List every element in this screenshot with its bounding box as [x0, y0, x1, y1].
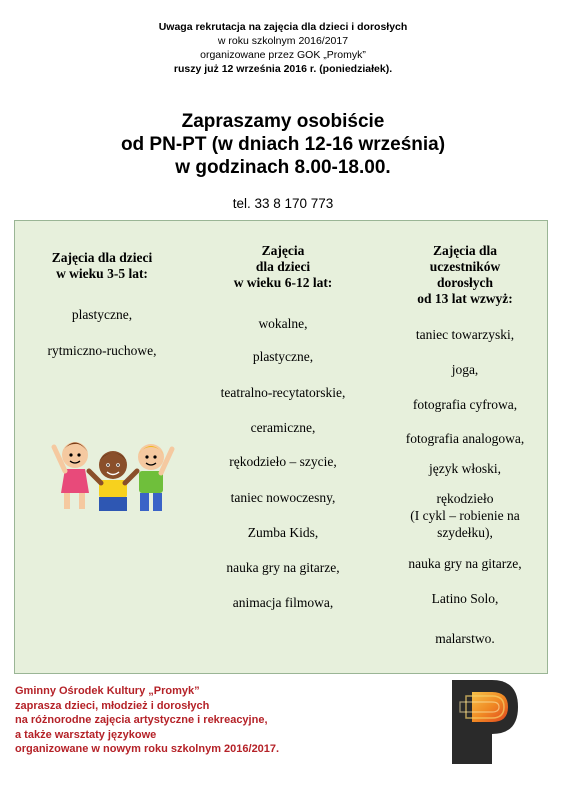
column-title-line: Zajęcia dla dzieci	[51, 250, 153, 265]
column-title-line: w wieku 3-5 lat:	[56, 266, 148, 281]
promyk-logo	[452, 680, 518, 764]
list-item: Latino Solo,	[431, 591, 499, 606]
list-item: (I cykl – robienie na	[410, 508, 520, 523]
header-line-4: ruszy już 12 września 2016 r. (poniedziałek).	[173, 63, 393, 75]
column-kids-3-5	[22, 250, 182, 380]
list-item: szydełku),	[437, 525, 493, 540]
column-title-line: dorosłych	[436, 275, 493, 290]
column-title	[22, 250, 182, 282]
list-item: nauka gry na gitarze,	[408, 556, 522, 571]
invite-line-2: od PN-PT (w dniach 12-16 września)	[120, 134, 446, 155]
list-item: nauka gry na gitarze,	[226, 560, 340, 575]
list-item: rękodzieło – szycie,	[229, 454, 337, 469]
footer-text	[15, 684, 279, 757]
list-item: wokalne,	[258, 316, 308, 331]
list-item: plastyczne,	[71, 307, 133, 322]
column-adults	[384, 243, 546, 653]
list-item: Zumba Kids,	[247, 525, 319, 540]
footer-line-1: Gminny Ośrodek Kultury „Promyk”	[15, 685, 200, 697]
column-title-line: od 13 lat wzwyż:	[417, 291, 513, 306]
list-item: fotografia analogowa,	[405, 431, 525, 446]
invitation-block	[0, 110, 566, 179]
list-item: język włoski,	[429, 461, 501, 476]
list-item: animacja filmowa,	[232, 595, 334, 610]
column-title-line: w wieku 6-12 lat:	[233, 275, 333, 290]
column-title	[190, 243, 376, 291]
list-item: ceramiczne,	[250, 420, 316, 435]
invite-line-3: w godzinach 8.00-18.00.	[175, 157, 391, 178]
list-item: rękodzieło	[436, 491, 494, 506]
invite-line-1: Zapraszamy osobiście	[181, 111, 385, 132]
list-item: taniec nowoczesny,	[230, 490, 336, 505]
header-line-3: organizowane przez GOK „Promyk”	[200, 49, 366, 61]
header-line-1: Uwaga rekrutacja na zajęcia dla dzieci i dorosłych	[158, 21, 408, 33]
column-title-line: uczestników	[429, 259, 501, 274]
column-title-line: dla dzieci	[255, 259, 311, 274]
phone-number: tel. 33 8 170 773	[232, 196, 334, 211]
kids-illustration	[51, 425, 175, 517]
column-title-line: Zajęcia dla	[432, 243, 498, 258]
list-item: malarstwo.	[435, 631, 495, 646]
announcement-header	[0, 20, 566, 76]
column-kids-6-12	[190, 243, 376, 613]
header-line-2: w roku szkolnym 2016/2017	[217, 35, 349, 47]
column-title	[384, 243, 546, 307]
list-item: rytmiczno-ruchowe,	[47, 343, 157, 358]
list-item: joga,	[451, 362, 479, 377]
column-title-line: Zajęcia	[261, 243, 305, 258]
footer-line-3: na różnorodne zajęcia artystyczne i rekreacyjne,	[15, 714, 268, 727]
footer-line-5: organizowane w nowym roku szkolnym 2016/2017.	[15, 743, 280, 756]
list-item: taniec towarzyski,	[415, 327, 515, 342]
list-item: teatralno-recytatorskie,	[220, 385, 346, 400]
footer-line-4: a także warsztaty językowe	[15, 728, 157, 741]
list-item: fotografia cyfrowa,	[412, 397, 518, 412]
footer-line-2: zaprasza dzieci, młodzież i dorosłych	[15, 699, 210, 712]
list-item: plastyczne,	[252, 349, 314, 364]
